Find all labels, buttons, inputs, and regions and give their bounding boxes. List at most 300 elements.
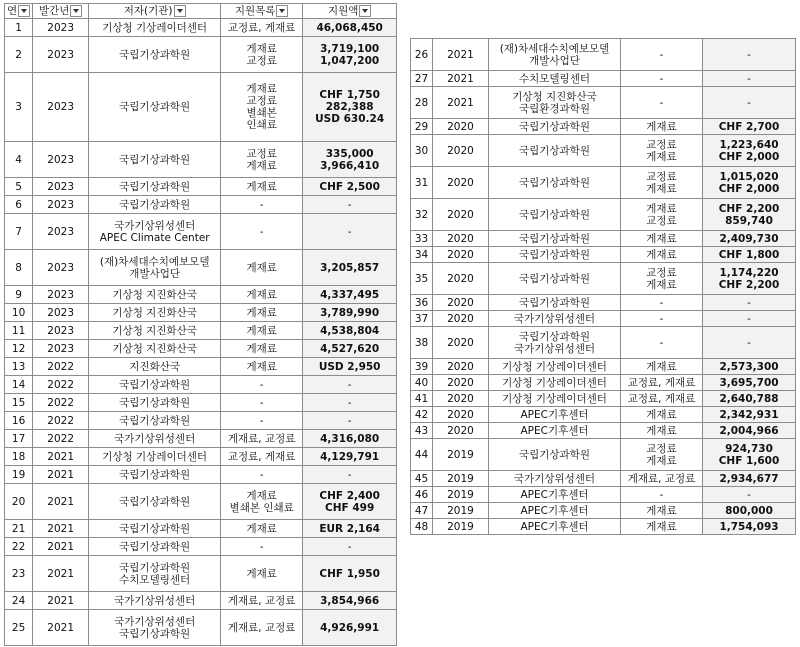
cell-amount [303,358,397,376]
cell-no [5,376,33,394]
cell-year [433,519,489,535]
cell-author-line: 국립기상과학원 [119,561,191,574]
cell-no [411,407,433,423]
cell-amount [303,142,397,178]
cell-items-line: 게재료 [246,42,277,55]
cell-items-line: 게재료 [646,248,677,261]
cell-author [89,412,221,430]
cell-year [433,247,489,263]
cell-author-line: 국립기상과학원 [518,176,590,189]
cell-items-line: 게재료 [646,408,677,421]
header-amount [303,4,397,19]
table-row [411,503,796,519]
cell-year-text: 2023 [47,306,75,319]
cell-year-text: 2021 [447,48,474,61]
cell-items [621,247,703,263]
cell-amount [703,311,796,327]
cell-no [411,295,433,311]
cell-no-text: 2 [15,48,22,61]
cell-year-text: 2023 [47,180,75,193]
cell-items [221,178,303,196]
cell-no [5,196,33,214]
cell-no-text: 44 [414,448,429,461]
table-row [411,407,796,423]
cell-amount-line: 2,004,966 [719,424,779,437]
table-row [5,214,397,250]
cell-amount-line: 2,342,931 [719,408,779,421]
cell-items [621,407,703,423]
table-row [5,358,397,376]
cell-items [221,358,303,376]
cell-amount-line: - [747,336,751,349]
cell-author [89,304,221,322]
cell-year-text: 2023 [47,324,75,337]
cell-year [433,359,489,375]
cell-items-line: 게재료 [646,424,677,437]
cell-items-line: 교정료 [646,170,677,183]
cell-items [221,412,303,430]
cell-amount-line: - [747,72,751,85]
cell-no-text: 35 [414,272,429,285]
cell-amount-line: USD 2,950 [318,360,381,373]
cell-author-line: 국립기상과학원 [518,448,590,461]
table-row [411,311,796,327]
cell-items [221,322,303,340]
cell-no [411,503,433,519]
cell-year-text: 2021 [447,96,474,109]
filter-dropdown-icon[interactable] [18,5,30,17]
cell-amount [303,286,397,304]
cell-items [621,327,703,359]
cell-year [33,466,89,484]
cell-author [489,423,621,439]
cell-no-text: 19 [11,468,26,481]
table-row [5,538,397,556]
cell-amount-line: - [347,378,352,391]
cell-author [89,430,221,448]
cell-amount [303,466,397,484]
cell-items-line: - [659,296,664,309]
cell-no [5,610,33,646]
cell-no-text: 40 [414,376,429,389]
cell-year [33,340,89,358]
cell-amount-line: 1,174,220 [719,266,779,279]
cell-items-line: 게재료 [646,278,677,291]
cell-items-line: 교정료 [246,95,277,107]
cell-items-line: 게재료 [246,83,277,95]
cell-author [89,196,221,214]
cell-items [221,610,303,646]
cell-items [221,196,303,214]
cell-no [5,19,33,37]
cell-no [411,423,433,439]
cell-no [411,519,433,535]
cell-author [489,71,621,87]
cell-year-text: 2020 [447,360,474,373]
table-row [411,119,796,135]
cell-items-line: - [259,378,264,391]
cell-items-line: - [259,225,264,238]
cell-amount-line: 3,966,410 [320,159,380,172]
table-row [411,487,796,503]
table-row [5,196,397,214]
cell-items-line: 게재료 [246,261,277,274]
cell-amount [703,439,796,471]
cell-year-text: 2021 [447,72,474,85]
table-row [5,37,397,73]
table-row [5,448,397,466]
table-row [5,19,397,37]
cell-year [33,592,89,610]
table-row [411,327,796,359]
cell-year [33,304,89,322]
cell-year [33,430,89,448]
cell-year-text: 2020 [447,424,474,437]
cell-amount [703,87,796,119]
cell-no [411,471,433,487]
table-row [5,484,397,520]
cell-no-text: 30 [414,144,429,157]
cell-no-text: 25 [11,621,26,634]
cell-year-text: 2019 [447,472,474,485]
table-row [5,304,397,322]
cell-author [489,439,621,471]
cell-amount-line: 46,068,450 [316,21,383,34]
cell-year [33,394,89,412]
cell-amount-line: CHF 2,200 [718,202,780,215]
cell-no [5,484,33,520]
cell-items [221,520,303,538]
cell-items-line: 게재료 [246,306,277,319]
cell-amount [703,167,796,199]
cell-items [221,286,303,304]
cell-no [5,430,33,448]
table-row [411,423,796,439]
cell-year-text: 2020 [447,272,474,285]
cell-author [89,610,221,646]
cell-year-text: 2021 [47,450,75,463]
cell-items-line: - [259,540,264,553]
cell-author [89,340,221,358]
cell-year [433,471,489,487]
table-row [411,135,796,167]
cell-no [411,439,433,471]
cell-author-line: APEC기후센터 [520,504,589,517]
cell-no [411,391,433,407]
cell-no [5,286,33,304]
cell-amount [703,487,796,503]
cell-no-text: 48 [414,520,429,533]
cell-no [5,73,33,142]
cell-year [33,196,89,214]
cell-items-line: 게재료 [246,159,277,172]
cell-amount-line: 2,934,677 [719,472,779,485]
cell-author-line: 국립기상과학원 [518,208,590,221]
cell-year-text: 2021 [47,522,75,535]
cell-author [89,214,221,250]
cell-author-line: 국가기상위성센터 [114,432,196,445]
table-row [5,178,397,196]
cell-year [33,250,89,286]
cell-amount-line: 924,730 [725,442,773,455]
cell-amount-line: 3,854,966 [320,594,380,607]
table-row [5,394,397,412]
cell-no [5,142,33,178]
cell-year-text: 2021 [47,495,75,508]
cell-year [33,610,89,646]
cell-amount-line: 1,047,200 [320,54,380,67]
cell-year-text: 2020 [447,232,474,245]
cell-year [33,142,89,178]
cell-no [5,304,33,322]
cell-no-text: 3 [15,101,22,113]
cell-amount-line: - [747,96,751,109]
cell-author [489,391,621,407]
table-row [411,199,796,231]
cell-author-line: 국립기상과학원 [518,144,590,157]
cell-author-line: APEC Climate Center [99,231,210,244]
cell-year [433,119,489,135]
cell-year-text: 2020 [447,312,474,325]
cell-amount [303,196,397,214]
cell-no [411,39,433,71]
table-row [411,439,796,471]
cell-items-line: 교정료, 게재료 [227,450,296,463]
cell-author-line: 기상청 기상레이더센터 [102,450,208,463]
filter-dropdown-icon[interactable] [359,5,371,17]
cell-author [89,19,221,37]
cell-year [33,178,89,196]
table-row [411,471,796,487]
cell-amount [703,135,796,167]
cell-no [5,466,33,484]
cell-author-line: 기상청 기상레이더센터 [502,392,607,405]
cell-items [221,304,303,322]
cell-year [33,358,89,376]
table-row [411,263,796,295]
cell-amount-line: EUR 2,164 [319,522,380,535]
cell-amount-line: - [347,468,352,481]
cell-year [433,439,489,471]
cell-year-text: 2022 [47,378,75,391]
cell-amount-line: 282,388 [325,101,374,113]
cell-items [621,375,703,391]
cell-no [5,520,33,538]
cell-amount [703,519,796,535]
cell-no-text: 16 [11,414,26,427]
cell-no [5,322,33,340]
table-row [5,592,397,610]
cell-amount-line: 3,205,857 [320,261,380,274]
cell-author-line: APEC기후센터 [520,408,589,421]
cell-year [433,263,489,295]
cell-amount-line: 4,337,495 [320,288,380,301]
cell-no-text: 18 [11,450,26,463]
cell-no-text: 1 [15,21,22,34]
cell-amount-line: CHF 2,700 [718,120,780,133]
cell-items [221,448,303,466]
cell-no-text: 36 [414,296,429,309]
table-row [411,519,796,535]
table-row [5,556,397,592]
header-author [89,4,221,19]
cell-items-line: 게재료 [646,150,677,163]
cell-author [89,322,221,340]
cell-amount [703,231,796,247]
cell-author-line: 기상청 지진화산국 [112,288,197,301]
table-row [411,231,796,247]
cell-amount-line: 1,223,640 [719,138,779,151]
cell-amount [303,19,397,37]
cell-items-line: 별쇄본 인쇄료 [229,501,294,514]
cell-items-line: - [659,488,664,501]
cell-year-text: 2020 [447,176,474,189]
cell-items-line: 게재료 [646,504,677,517]
cell-author [89,394,221,412]
cell-items [221,73,303,142]
cell-items-line: - [659,48,664,61]
cell-amount [703,359,796,375]
cell-items-line: - [659,312,664,325]
cell-author-line: 국립기상과학원 [119,180,191,193]
cell-author-line: 기상청 기상레이더센터 [102,21,208,34]
cell-year-text: 2023 [47,48,75,61]
cell-author [489,295,621,311]
cell-amount [303,340,397,358]
cell-author-line: 국립기상과학원 [119,540,191,553]
cell-items-line: 게재료 [646,520,677,533]
cell-year [433,87,489,119]
cell-no-text: 17 [11,432,26,445]
cell-author-line: 국립기상과학원 [119,522,191,535]
cell-no-text: 7 [15,225,22,238]
cell-items [621,71,703,87]
cell-items [221,142,303,178]
header-no-label: 연 [7,5,18,17]
cell-items-line: - [659,96,664,109]
cell-no [411,71,433,87]
cell-amount [303,376,397,394]
cell-author-line: 기상청 지진화산국 [112,324,197,337]
cell-no [411,119,433,135]
cell-author-line: 국립기상과학원 [119,396,191,409]
header-author-label: 저자(기관) [123,5,173,17]
cell-amount-line: USD 630.24 [315,113,385,125]
cell-amount-line: 1,015,020 [719,170,779,183]
cell-amount-line: CHF 2,000 [718,182,780,195]
cell-year-text: 2022 [47,432,75,445]
filter-dropdown-icon[interactable] [174,5,186,17]
cell-items [221,430,303,448]
cell-year-text: 2022 [47,414,75,427]
cell-no-text: 23 [11,567,26,580]
cell-year-text: 2023 [47,153,75,166]
cell-author-line: 국립기상과학원 [518,248,590,261]
cell-year [433,423,489,439]
cell-no-text: 32 [414,208,429,221]
cell-amount-line: CHF 2,500 [319,180,380,193]
cell-author [89,358,221,376]
cell-items [221,592,303,610]
cell-no [5,250,33,286]
cell-year [433,391,489,407]
cell-items [221,340,303,358]
cell-amount [303,538,397,556]
cell-amount [703,375,796,391]
cell-amount-line: - [747,48,751,61]
cell-items-line: 게재료 [246,180,277,193]
cell-items-line: 게재료 [646,120,677,133]
cell-year [433,39,489,71]
cell-no-text: 22 [11,540,26,553]
cell-no [5,538,33,556]
cell-amount [303,520,397,538]
cell-amount-line: 4,316,080 [320,432,380,445]
cell-items-line: - [259,468,264,481]
cell-author [489,231,621,247]
filter-dropdown-icon[interactable] [70,5,82,17]
table-row [411,71,796,87]
cell-items [221,466,303,484]
cell-author-line: 수치모델링센터 [518,72,590,85]
cell-items-line: 게재료 [246,489,277,502]
cell-author-line: (재)차세대수치예보모델 [499,42,610,55]
cell-amount [703,423,796,439]
cell-items-line: 게재료, 교정료 [227,621,296,634]
cell-year-text: 2023 [47,288,75,301]
cell-amount-line: - [747,312,751,325]
cell-items-line: 교정료 [646,266,677,279]
cell-year [433,71,489,87]
cell-no-text: 38 [414,336,429,349]
table-row [411,247,796,263]
table-row [5,412,397,430]
cell-items-line: - [259,198,264,211]
cell-author-line: 국립기상과학원 [119,468,191,481]
table-row [5,466,397,484]
cell-amount-line: - [347,198,352,211]
cell-amount-line: 3,719,100 [320,42,380,55]
cell-no-text: 31 [414,176,429,189]
cell-author [89,250,221,286]
cell-year-text: 2020 [447,120,474,133]
cell-year [33,412,89,430]
cell-author-line: APEC기후센터 [520,424,589,437]
cell-items [621,135,703,167]
cell-amount [703,263,796,295]
cell-year [433,407,489,423]
cell-year-text: 2022 [47,396,75,409]
cell-author-line: 지진화산국 [129,360,181,373]
table-row [5,340,397,358]
header-items [221,4,303,19]
cell-amount [303,430,397,448]
cell-items [621,359,703,375]
cell-items-line: 게재료 [646,202,677,215]
cell-items-line: 게재료 [246,567,277,580]
cell-author [489,263,621,295]
table-row [5,520,397,538]
filter-dropdown-icon[interactable] [276,5,288,17]
cell-year [433,295,489,311]
cell-items-line: 게재료, 교정료 [227,432,296,445]
cell-no [5,448,33,466]
cell-author-line: 국립기상과학원 [119,48,191,61]
cell-no [411,167,433,199]
cell-author-line: 개발사업단 [129,267,181,280]
cell-amount-line: CHF 1,600 [718,454,780,467]
cell-year [433,375,489,391]
